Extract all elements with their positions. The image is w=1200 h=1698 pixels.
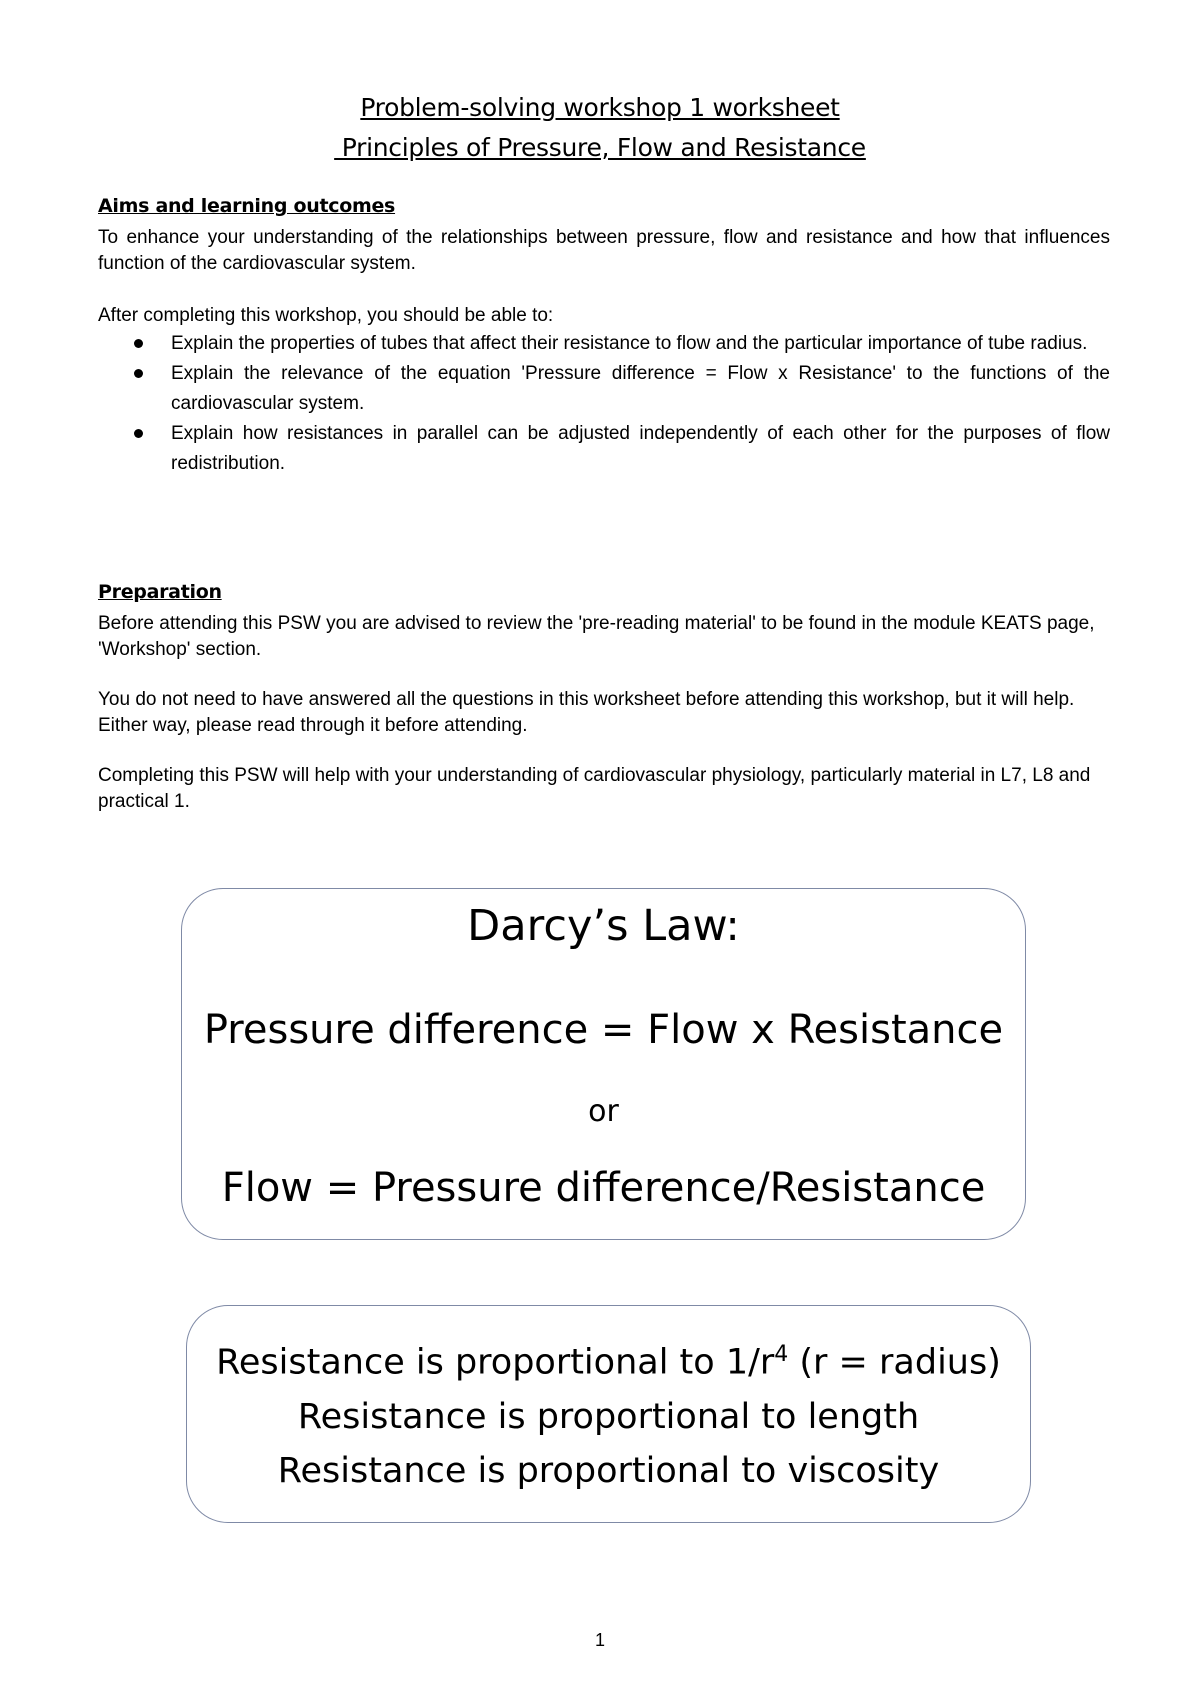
bullet-icon [134, 339, 143, 348]
exponent: 4 [774, 1342, 789, 1367]
outcome-text: Explain how resistances in parallel can be adjusted independently of each other for the purposes of flow redistribution. [171, 423, 1110, 474]
preparation-paragraph: Before attending this PSW you are advised to review the 'pre-reading material' to be found in the module KEATS page, 'Workshop' section. [98, 613, 1095, 660]
darcy-equation-pressure: Pressure difference = Flow x Resistance [203, 1007, 1004, 1053]
resistance-radius-line: Resistance is proportional to $1/r^4$ (r = radius) [216, 1342, 1001, 1383]
aims-section [98, 193, 1110, 479]
aims-intro: To enhance your understanding of the relationships between pressure, flow and resistance and how that influences function of the cardiovascular system. [98, 227, 1110, 274]
resistance-length-line: Resistance is proportional to length [297, 1396, 920, 1437]
darcys-law-title: Darcy’s Law: [467, 901, 740, 951]
outcomes-lead: After completing this workshop, you should be able to: [98, 305, 554, 326]
preparation-paragraph: Completing this PSW will help with your understanding of cardiovascular physiology, particularly material in L7, L8 and practical 1. [98, 765, 1091, 812]
darcys-law-box [181, 888, 1026, 1240]
page-number: 1 [594, 1630, 605, 1650]
darcy-equation-flow: Flow = Pressure difference/Resistance [221, 1165, 986, 1211]
document-title: Problem-solving workshop 1 worksheet [360, 93, 840, 122]
resistance-lines [187, 1328, 1030, 1498]
preparation-heading: Preparation [98, 581, 222, 603]
bullet-icon [134, 369, 143, 378]
list-item [98, 329, 1110, 359]
resistance-viscosity-line: Resistance is proportional to viscosity [277, 1450, 940, 1491]
list-item [98, 359, 1110, 419]
preparation-paragraph: You do not need to have answered all the questions in this worksheet before attending this workshop, but it will help. Either way, please read through it before attending. [98, 689, 1075, 736]
document-subtitle: Principles of Pressure, Flow and Resistance [334, 133, 866, 162]
resistance-box [186, 1305, 1031, 1523]
outcome-text: Explain the relevance of the equation 'Pressure difference = Flow x Resistance' to the functions of the cardiovascular system. [171, 363, 1110, 414]
darcy-or-label: or [588, 1094, 619, 1129]
list-item [98, 419, 1110, 479]
outcomes-list [98, 329, 1110, 479]
aims-heading: Aims and learning outcomes [98, 195, 396, 217]
bullet-icon [134, 429, 143, 438]
preparation-section [98, 579, 1110, 815]
title-block [0, 88, 1200, 168]
outcome-text: Explain the properties of tubes that affect their resistance to flow and the particular importance of tube radius. [171, 333, 1088, 354]
